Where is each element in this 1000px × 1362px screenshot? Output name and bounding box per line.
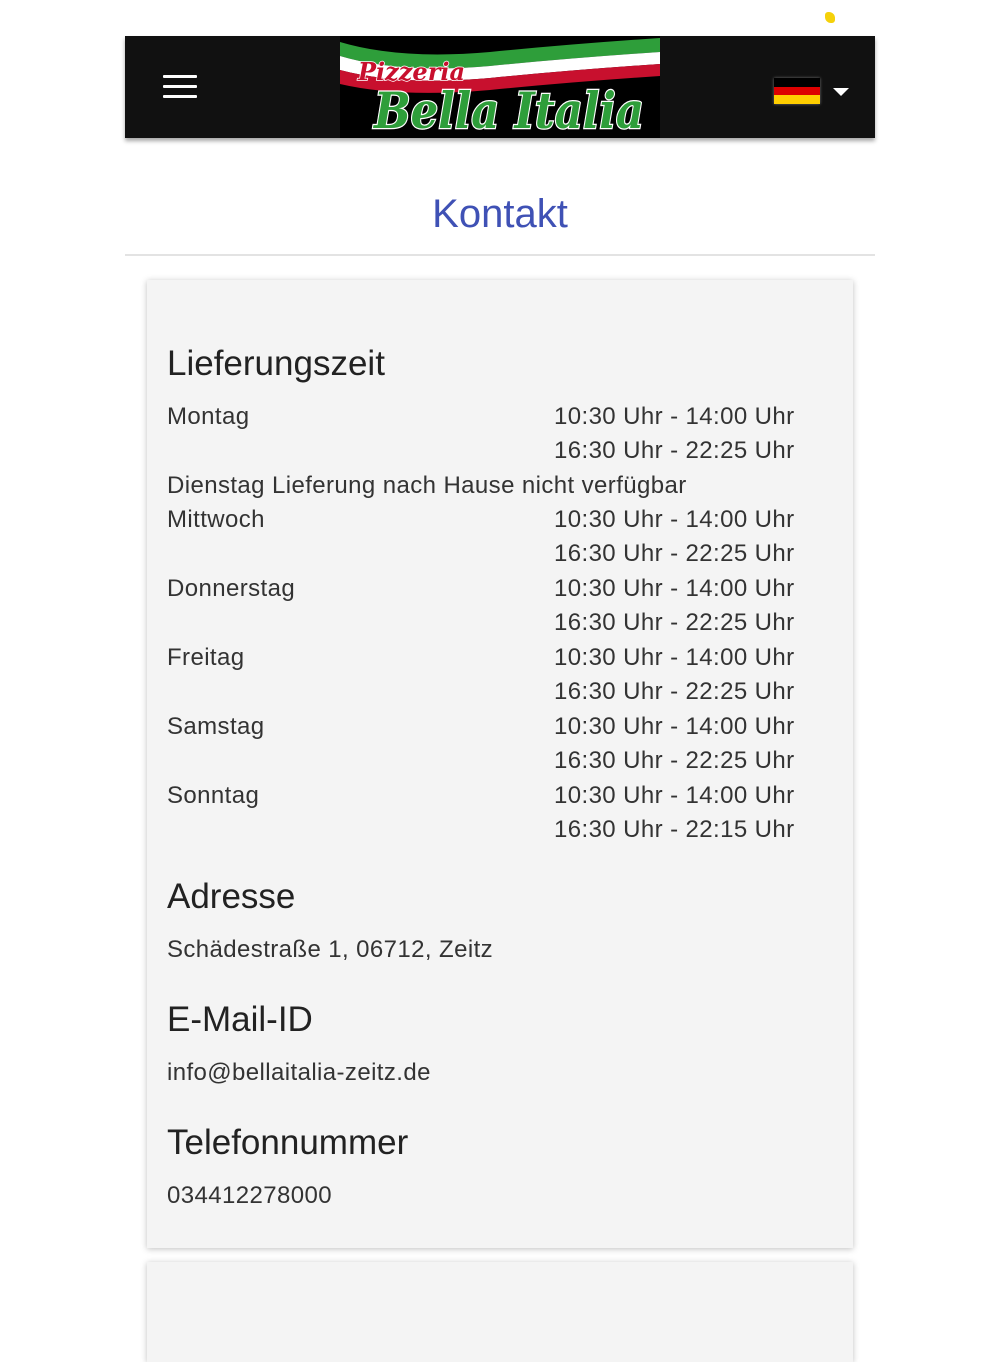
- time-slot: 10:30 Uhr - 14:00 Uhr: [554, 713, 795, 740]
- hamburger-menu-icon[interactable]: [163, 75, 197, 99]
- delivery-time-heading: Lieferungszeit: [167, 344, 385, 383]
- top-navbar: [125, 36, 875, 138]
- day-label: Donnerstag: [167, 575, 296, 602]
- delivery-row-friday-2: [167, 675, 807, 709]
- logo-bella-italia-text: Bella Italia: [372, 81, 644, 138]
- delivery-row-sunday-2: [167, 813, 807, 847]
- delivery-row-saturday-2: [167, 744, 807, 778]
- phone-heading: Telefonnummer: [167, 1123, 409, 1162]
- german-flag-icon: [774, 78, 820, 104]
- day-label: Sonntag: [167, 782, 260, 809]
- time-slot: 10:30 Uhr - 14:00 Uhr: [554, 782, 795, 809]
- contact-card: [147, 280, 853, 1248]
- time-slot: 10:30 Uhr - 14:00 Uhr: [554, 644, 795, 671]
- address-heading: Adresse: [167, 877, 296, 916]
- day-label: Mittwoch: [167, 506, 265, 533]
- delivery-row-monday-2: [167, 434, 807, 468]
- page-title: Kontakt: [432, 192, 568, 236]
- language-selector[interactable]: [774, 76, 854, 106]
- delivery-row-friday: [167, 641, 807, 675]
- delivery-row-wednesday: [167, 503, 807, 537]
- time-slot: 10:30 Uhr - 14:00 Uhr: [554, 506, 795, 533]
- email-heading: E-Mail-ID: [167, 1000, 313, 1039]
- email-link[interactable]: info@bellaitalia-zeitz.de: [167, 1059, 431, 1086]
- time-slot: 16:30 Uhr - 22:25 Uhr: [554, 540, 795, 567]
- time-slot: 16:30 Uhr - 22:15 Uhr: [554, 816, 795, 843]
- chevron-down-icon: [833, 88, 849, 96]
- restaurant-logo[interactable]: [340, 36, 660, 138]
- day-label: Freitag: [167, 644, 245, 671]
- delivery-row-saturday: [167, 710, 807, 744]
- time-slot: 16:30 Uhr - 22:25 Uhr: [554, 609, 795, 636]
- time-slot: 10:30 Uhr - 14:00 Uhr: [554, 575, 795, 602]
- delivery-row-monday: [167, 400, 807, 434]
- secondary-card: [147, 1262, 853, 1362]
- time-slot: 16:30 Uhr - 22:25 Uhr: [554, 747, 795, 774]
- day-label: Samstag: [167, 713, 265, 740]
- logo-pizzeria-text: Pizzeria: [358, 57, 466, 86]
- time-slot: 10:30 Uhr - 14:00 Uhr: [554, 403, 795, 430]
- time-slot: 16:30 Uhr - 22:25 Uhr: [554, 437, 795, 464]
- phone-link[interactable]: 034412278000: [167, 1182, 332, 1209]
- day-label: Montag: [167, 403, 250, 430]
- delivery-row-thursday: [167, 572, 807, 606]
- delivery-row-wednesday-2: [167, 537, 807, 571]
- delivery-row-thursday-2: [167, 606, 807, 640]
- status-indicator-icon: [825, 12, 835, 23]
- delivery-row-tuesday: [167, 469, 807, 503]
- address-text: Schädestraße 1, 06712, Zeitz: [167, 936, 494, 963]
- delivery-row-sunday: [167, 779, 807, 813]
- tuesday-note: Dienstag Lieferung nach Hause nicht verfügbar: [167, 472, 687, 499]
- time-slot: 16:30 Uhr - 22:25 Uhr: [554, 678, 795, 705]
- title-divider: [125, 254, 875, 256]
